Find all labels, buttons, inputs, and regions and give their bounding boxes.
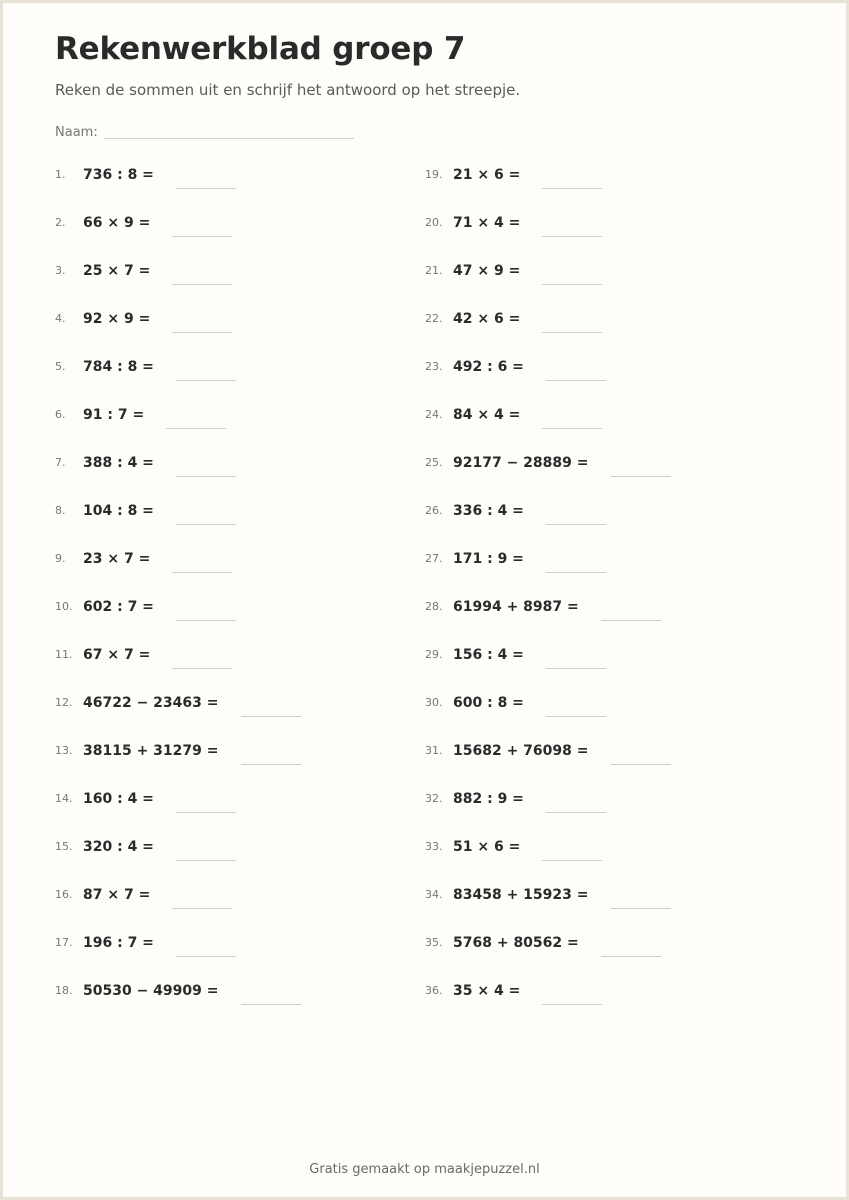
problem-number: 1. — [55, 168, 66, 181]
answer-line[interactable] — [546, 380, 606, 381]
problem-number: 2. — [55, 216, 66, 229]
problem-number: 5. — [55, 360, 66, 373]
problem-number: 8. — [55, 504, 66, 517]
problem-expression: 736 : 8 = — [83, 167, 154, 183]
problem-expression: 35 × 4 = — [453, 983, 521, 999]
answer-line[interactable] — [176, 620, 236, 621]
problem-item — [55, 391, 226, 423]
name-label: Naam: — [55, 125, 98, 140]
answer-line[interactable] — [542, 428, 602, 429]
problem-item — [425, 919, 661, 951]
problem-expression: 38115 + 31279 = — [83, 743, 219, 759]
answer-line[interactable] — [542, 236, 602, 237]
problem-item — [55, 535, 232, 567]
problem-number: 15. — [55, 840, 73, 853]
problem-expression: 388 : 4 = — [83, 455, 154, 471]
answer-line[interactable] — [601, 956, 661, 957]
problem-item — [55, 199, 232, 231]
problem-number: 18. — [55, 984, 73, 997]
footer-credit: Gratis gemaakt op maakjepuzzel.nl — [309, 1162, 540, 1177]
problem-expression: 67 × 7 = — [83, 647, 151, 663]
answer-line[interactable] — [176, 476, 236, 477]
problem-expression: 21 × 6 = — [453, 167, 521, 183]
answer-line[interactable] — [176, 860, 236, 861]
problem-expression: 336 : 4 = — [453, 503, 524, 519]
name-line[interactable] — [104, 138, 354, 139]
problem-number: 11. — [55, 648, 73, 661]
problem-expression: 46722 − 23463 = — [83, 695, 219, 711]
problem-number: 27. — [425, 552, 443, 565]
problem-expression: 160 : 4 = — [83, 791, 154, 807]
problem-number: 28. — [425, 600, 443, 613]
problem-number: 32. — [425, 792, 443, 805]
problem-item — [55, 775, 236, 807]
answer-line[interactable] — [542, 188, 602, 189]
problem-number: 36. — [425, 984, 443, 997]
problem-number: 26. — [425, 504, 443, 517]
answer-line[interactable] — [172, 332, 232, 333]
answer-line[interactable] — [172, 284, 232, 285]
problem-expression: 602 : 7 = — [83, 599, 154, 615]
problem-item — [55, 295, 232, 327]
answer-line[interactable] — [166, 428, 226, 429]
problem-expression: 104 : 8 = — [83, 503, 154, 519]
problem-number: 21. — [425, 264, 443, 277]
problem-item — [425, 679, 606, 711]
problem-number: 24. — [425, 408, 443, 421]
answer-line[interactable] — [546, 524, 606, 525]
problem-number: 34. — [425, 888, 443, 901]
problem-expression: 784 : 8 = — [83, 359, 154, 375]
problem-item — [425, 775, 606, 807]
answer-line[interactable] — [611, 764, 671, 765]
answer-line[interactable] — [542, 860, 602, 861]
problem-number: 13. — [55, 744, 73, 757]
answer-line[interactable] — [241, 1004, 301, 1005]
answer-line[interactable] — [611, 908, 671, 909]
instructions: Reken de sommen uit en schrijf het antwoord op het streepje. — [55, 81, 521, 99]
problem-number: 35. — [425, 936, 443, 949]
problem-number: 22. — [425, 312, 443, 325]
problem-item — [425, 535, 606, 567]
answer-line[interactable] — [546, 716, 606, 717]
problem-item — [55, 871, 232, 903]
problem-item — [425, 487, 606, 519]
problem-number: 23. — [425, 360, 443, 373]
page-title: Rekenwerkblad groep 7 — [55, 31, 466, 67]
problem-item — [425, 823, 602, 855]
problem-expression: 492 : 6 = — [453, 359, 524, 375]
problem-expression: 61994 + 8987 = — [453, 599, 579, 615]
problem-expression: 15682 + 76098 = — [453, 743, 589, 759]
problem-item — [55, 343, 236, 375]
problem-item — [55, 679, 301, 711]
problem-item — [425, 247, 602, 279]
problem-expression: 882 : 9 = — [453, 791, 524, 807]
answer-line[interactable] — [601, 620, 661, 621]
problem-expression: 92 × 9 = — [83, 311, 151, 327]
answer-line[interactable] — [542, 284, 602, 285]
problem-expression: 42 × 6 = — [453, 311, 521, 327]
problem-item — [425, 439, 671, 471]
problem-item — [425, 727, 671, 759]
problem-expression: 600 : 8 = — [453, 695, 524, 711]
problem-expression: 91 : 7 = — [83, 407, 145, 423]
answer-line[interactable] — [241, 716, 301, 717]
problem-number: 9. — [55, 552, 66, 565]
problem-item — [55, 247, 232, 279]
problem-number: 6. — [55, 408, 66, 421]
problem-expression: 320 : 4 = — [83, 839, 154, 855]
problem-expression: 5768 + 80562 = — [453, 935, 579, 951]
answer-line[interactable] — [611, 476, 671, 477]
problem-number: 25. — [425, 456, 443, 469]
problem-item — [55, 631, 232, 663]
problem-number: 19. — [425, 168, 443, 181]
problem-expression: 196 : 7 = — [83, 935, 154, 951]
answer-line[interactable] — [546, 812, 606, 813]
problem-number: 3. — [55, 264, 66, 277]
problem-item — [55, 151, 236, 183]
problem-item — [55, 967, 301, 999]
problem-expression: 92177 − 28889 = — [453, 455, 589, 471]
answer-line[interactable] — [546, 668, 606, 669]
answer-line[interactable] — [176, 812, 236, 813]
answer-line[interactable] — [546, 572, 606, 573]
answer-line[interactable] — [542, 332, 602, 333]
problem-item — [55, 583, 236, 615]
problem-number: 16. — [55, 888, 73, 901]
answer-line[interactable] — [172, 668, 232, 669]
problem-expression: 50530 − 49909 = — [83, 983, 219, 999]
problem-item — [425, 583, 661, 615]
problem-item — [55, 439, 236, 471]
problem-item — [425, 871, 671, 903]
problem-item — [55, 823, 236, 855]
problem-expression: 87 × 7 = — [83, 887, 151, 903]
problem-expression: 171 : 9 = — [453, 551, 524, 567]
problem-number: 10. — [55, 600, 73, 613]
problem-item — [425, 151, 602, 183]
problem-number: 30. — [425, 696, 443, 709]
problem-number: 20. — [425, 216, 443, 229]
problem-item — [55, 919, 236, 951]
problem-number: 12. — [55, 696, 73, 709]
problem-expression: 51 × 6 = — [453, 839, 521, 855]
problem-expression: 66 × 9 = — [83, 215, 151, 231]
problem-item — [425, 391, 602, 423]
answer-line[interactable] — [542, 1004, 602, 1005]
problem-expression: 47 × 9 = — [453, 263, 521, 279]
answer-line[interactable] — [176, 956, 236, 957]
problem-expression: 25 × 7 = — [83, 263, 151, 279]
problem-item — [425, 967, 602, 999]
problem-number: 31. — [425, 744, 443, 757]
answer-line[interactable] — [176, 524, 236, 525]
problem-item — [425, 199, 602, 231]
answer-line[interactable] — [172, 572, 232, 573]
problem-expression: 84 × 4 = — [453, 407, 521, 423]
problem-list — [3, 151, 849, 1031]
problem-expression: 83458 + 15923 = — [453, 887, 589, 903]
problem-item — [425, 631, 606, 663]
answer-line[interactable] — [172, 236, 232, 237]
problem-expression: 23 × 7 = — [83, 551, 151, 567]
problem-number: 17. — [55, 936, 73, 949]
problem-number: 4. — [55, 312, 66, 325]
problem-number: 33. — [425, 840, 443, 853]
problem-item — [425, 343, 606, 375]
problem-item — [425, 295, 602, 327]
answer-line[interactable] — [176, 188, 236, 189]
answer-line[interactable] — [172, 908, 232, 909]
answer-line[interactable] — [176, 380, 236, 381]
problem-number: 14. — [55, 792, 73, 805]
problem-item — [55, 727, 301, 759]
answer-line[interactable] — [241, 764, 301, 765]
problem-expression: 156 : 4 = — [453, 647, 524, 663]
problem-number: 7. — [55, 456, 66, 469]
problem-item — [55, 487, 236, 519]
problem-expression: 71 × 4 = — [453, 215, 521, 231]
problem-number: 29. — [425, 648, 443, 661]
name-field — [55, 125, 354, 140]
